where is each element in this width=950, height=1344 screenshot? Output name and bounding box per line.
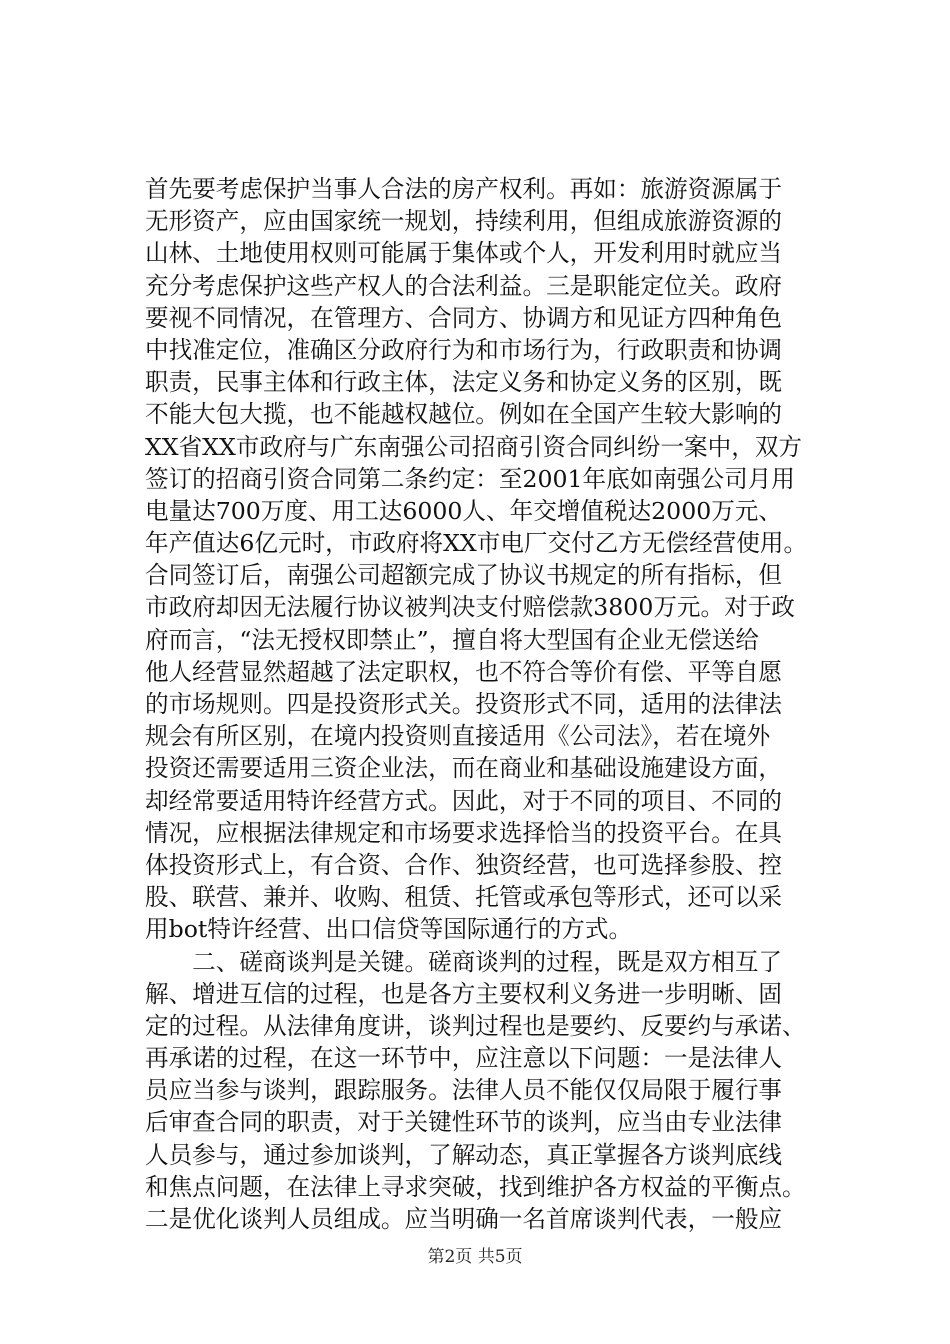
text-line: 职责，民事主体和行政主体，法定义务和协定义务的区别，既 — [145, 368, 783, 397]
text-line: 中找准定位，准确区分政府行为和市场行为，行政职责和协调 — [145, 335, 783, 364]
text-line: XX省XX市政府与广东南强公司招商引资合同纠纷一案中，双方 — [145, 432, 803, 461]
text-line: 投资还需要适用三资企业法，而在商业和基础设施建设方面， — [145, 754, 783, 783]
text-line: 解、增进互信的过程，也是各方主要权利义务进一步明晰、固 — [145, 979, 783, 1008]
text-line: 山林、土地使用权则可能属于集体或个人，开发利用时就应当 — [145, 239, 783, 268]
text-line: 二、磋商谈判是关键。磋商谈判的过程，既是双方相互了 — [145, 947, 783, 976]
text-line: 用bot特许经营、出口信贷等国际通行的方式。 — [145, 915, 633, 944]
text-line: 首先要考虑保护当事人合法的房产权利。再如：旅游资源属于 — [145, 175, 783, 203]
body-text — [145, 173, 815, 1235]
text-line: 和焦点问题，在法律上寻求突破，找到维护各方权益的平衡点。 — [145, 1172, 806, 1201]
text-line: 人员参与，通过参加谈判，了解动态，真正掌握各方谈判底线 — [145, 1140, 783, 1169]
text-line: 员应当参与谈判，跟踪服务。法律人员不能仅仅局限于履行事 — [145, 1076, 783, 1105]
text-line: 年产值达6亿元时，市政府将XX市电厂交付乙方无偿经营使用。 — [145, 529, 808, 558]
text-line: 定的过程。从法律角度讲，谈判过程也是要约、反要约与承诺、 — [145, 1011, 806, 1040]
text-line: 规会有所区别，在境内投资则直接适用《公司法》，若在境外 — [145, 722, 771, 751]
text-line: 府而言，“法无授权即禁止”，擅自将大型国有企业无偿送给 — [145, 625, 759, 654]
text-line: 却经常要适用特许经营方式。因此，对于不同的项目、不同的 — [145, 786, 783, 815]
text-line: 合同签订后，南强公司超额完成了协议书规定的所有指标，但 — [145, 561, 783, 590]
text-line: 电量达700万度、用工达6000人、年交增值税达2000万元、 — [145, 496, 782, 525]
text-line: 要视不同情况，在管理方、合同方、协调方和见证方四种角色 — [145, 303, 783, 332]
text-line: 情况，应根据法律规定和市场要求选择恰当的投资平台。在具 — [145, 818, 783, 847]
text-line: 的市场规则。四是投资形式关。投资形式不同，适用的法律法 — [145, 690, 783, 718]
page-number: 第2页 共5页 — [427, 1247, 523, 1267]
text-line: 他人经营显然超越了法定职权，也不符合等价有偿、平等自愿 — [145, 657, 783, 686]
text-line: 充分考虑保护这些产权人的合法利益。三是职能定位关。政府 — [145, 271, 783, 300]
text-line: 市政府却因无法履行协议被判决支付赔偿款3800万元。对于政 — [145, 593, 795, 622]
text-line: 体投资形式上，有合资、合作、独资经营，也可选择参股、控 — [145, 850, 783, 879]
text-line: 不能大包大揽，也不能越权越位。例如在全国产生较大影响的 — [145, 400, 783, 429]
text-line: 无形资产，应由国家统一规划，持续利用，但组成旅游资源的 — [145, 207, 783, 236]
text-line: 签订的招商引资合同第二条约定：至2001年底如南强公司月用 — [145, 464, 795, 493]
text-line: 二是优化谈判人员组成。应当明确一名首席谈判代表，一般应 — [145, 1205, 783, 1233]
text-line: 股、联营、兼并、收购、租赁、托管或承包等形式，还可以采 — [145, 883, 783, 912]
text-line: 再承诺的过程，在这一环节中，应注意以下问题：一是法律人 — [145, 1044, 783, 1073]
text-line: 后审查合同的职责，对于关键性环节的谈判，应当由专业法律 — [145, 1108, 783, 1137]
